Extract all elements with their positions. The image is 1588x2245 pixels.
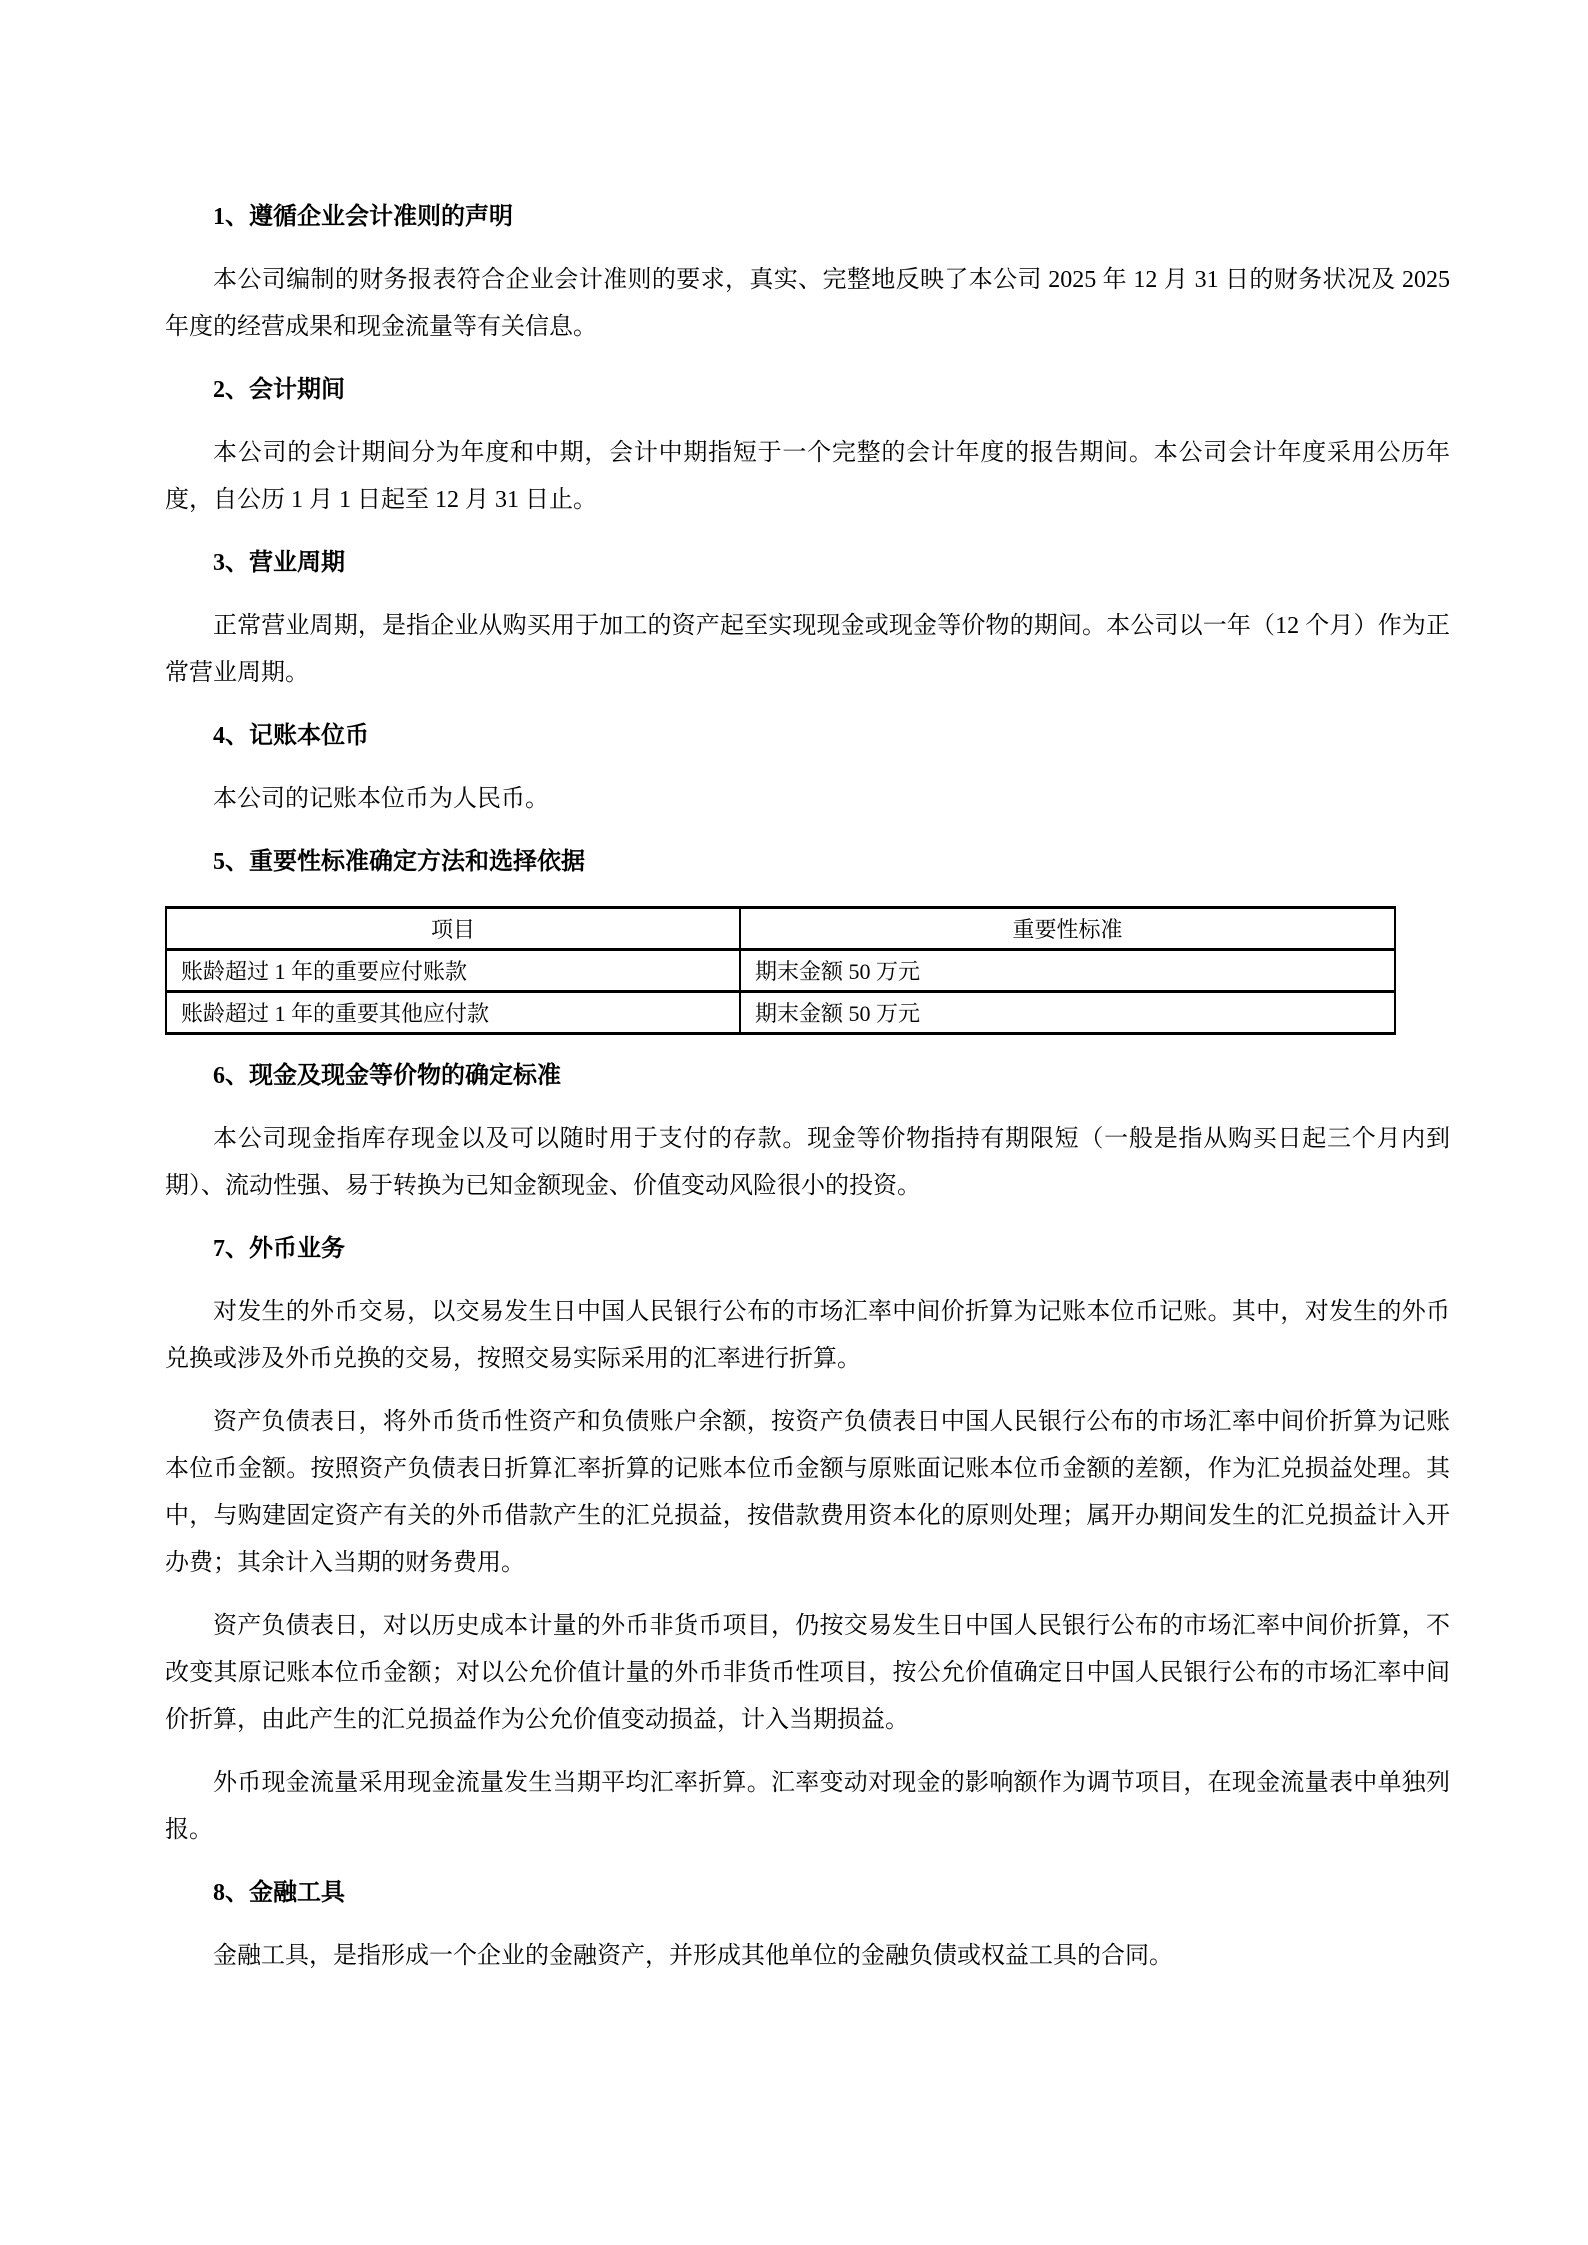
section-heading: 4、记账本位币: [213, 723, 369, 749]
section-cash-equivalents: [165, 1045, 1450, 1218]
body-paragraph: 本公司现金指库存现金以及可以随时用于支付的存款。现金等价物指持有期限短（一般是指从购买日起三个月内到期）、流动性强、易于转换为已知金额现金、价值变动风险很小的投资。: [165, 1126, 1450, 1199]
body-paragraph: 资产负债表日，将外币货币性资产和负债账户余额，按资产负债表日中国人民银行公布的市场汇率中间价折算为记账本位币金额。按照资产负债表日折算汇率折算的记账本位币金额与原账面记账本位币金额的差额，作为汇兑损益处理。其中，与购建固定资产有关的外币借款产生的汇兑损益，按借款费用资本化的原则处理；属开办期间发生的汇兑损益计入开办费；其余计入当期的财务费用。: [165, 1409, 1450, 1576]
table-header-item: 项目: [166, 908, 740, 950]
table-header-row: [166, 908, 1395, 950]
section-heading: 6、现金及现金等价物的确定标准: [213, 1063, 561, 1089]
table-cell-item: 账龄超过 1 年的重要其他应付款: [166, 992, 740, 1034]
section-heading: 3、营业周期: [213, 550, 345, 576]
section-functional-currency: [165, 705, 1450, 831]
section-heading: 1、遵循企业会计准则的声明: [213, 204, 513, 230]
section-heading: 5、重要性标准确定方法和选择依据: [213, 849, 585, 875]
body-paragraph: 金融工具，是指形成一个企业的金融资产，并形成其他单位的金融负债或权益工具的合同。: [213, 1943, 1173, 1969]
table-cell-standard: 期末金额 50 万元: [740, 950, 1395, 992]
section-foreign-currency: [165, 1218, 1450, 1862]
body-paragraph: 本公司编制的财务报表符合企业会计准则的要求，真实、完整地反映了本公司 2025 年 12 月 31 日的财务状况及 2025 年度的经营成果和现金流量等有关信息。: [165, 267, 1450, 340]
materiality-table: [165, 906, 1396, 1035]
section-materiality-criteria: [165, 831, 1450, 1035]
table-row: [166, 992, 1395, 1034]
section-heading: 7、外币业务: [213, 1236, 345, 1262]
section-heading: 2、会计期间: [213, 377, 345, 403]
table-row: [166, 950, 1395, 992]
body-paragraph: 资产负债表日，对以历史成本计量的外币非货币项目，仍按交易发生日中国人民银行公布的市场汇率中间价折算，不改变其原记账本位币金额；对以公允价值计量的外币非货币性项目，按公允价值确定日中国人民银行公布的市场汇率中间价折算，由此产生的汇兑损益作为公允价值变动损益，计入当期损益。: [165, 1613, 1450, 1733]
section-accounting-standards-statement: [165, 186, 1450, 359]
section-heading: 8、金融工具: [213, 1880, 345, 1906]
table-header-standard: 重要性标准: [740, 908, 1395, 950]
body-paragraph: 对发生的外币交易，以交易发生日中国人民银行公布的市场汇率中间价折算为记账本位币记账。其中，对发生的外币兑换或涉及外币兑换的交易，按照交易实际采用的汇率进行折算。: [165, 1299, 1450, 1372]
section-financial-instruments: [165, 1862, 1450, 1988]
section-operating-cycle: [165, 532, 1450, 705]
table-cell-standard: 期末金额 50 万元: [740, 992, 1395, 1034]
body-paragraph: 本公司的会计期间分为年度和中期，会计中期指短于一个完整的会计年度的报告期间。本公司会计年度采用公历年度，自公历 1 月 1 日起至 12 月 31 日止。: [165, 440, 1450, 513]
table-cell-item: 账龄超过 1 年的重要应付账款: [166, 950, 740, 992]
body-paragraph: 外币现金流量采用现金流量发生当期平均汇率折算。汇率变动对现金的影响额作为调节项目，在现金流量表中单独列报。: [165, 1770, 1450, 1843]
body-paragraph: 正常营业周期，是指企业从购买用于加工的资产起至实现现金或现金等价物的期间。本公司以一年（12 个月）作为正常营业周期。: [165, 613, 1450, 686]
section-accounting-period: [165, 359, 1450, 532]
body-paragraph: 本公司的记账本位币为人民币。: [213, 786, 549, 812]
